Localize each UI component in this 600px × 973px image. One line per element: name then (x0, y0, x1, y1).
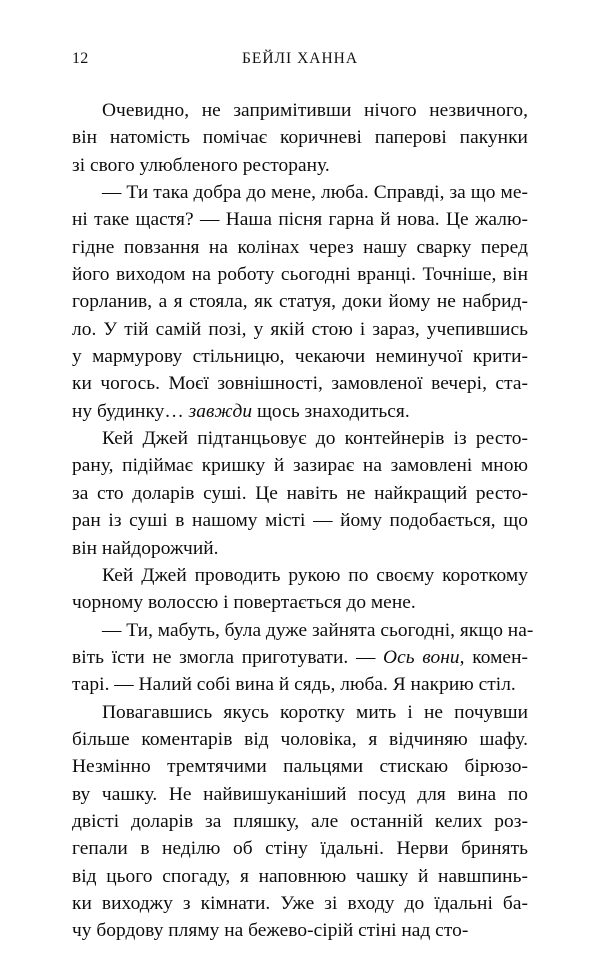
text-line: гідне повзання на колінах через нашу сварку перед (72, 236, 528, 258)
text-line: віть їсти не змогла приготувати. — Ось вони, комен- (72, 646, 528, 668)
text-line: він найдорожчий. (72, 537, 219, 559)
text-line: рану, підіймає кришку й зазирає на замовлені мною (72, 455, 528, 477)
text-line: гепали в неділю об стіну їдальні. Нерви бринять (72, 838, 528, 860)
text-line: Кей Джей проводить рукою по своєму короткому (102, 564, 528, 586)
text-line: двісті доларів за пляшку, але останній келих роз- (72, 810, 528, 832)
text-line: чу бордову пляму на бежево-сірій стіні над сто- (72, 920, 469, 942)
paragraph (72, 699, 528, 945)
text-line: Очевидно, не запримітивши нічого незвичного, (102, 100, 528, 121)
text-line: чорному волоссю і повертається до мене. (72, 592, 416, 614)
paragraph (72, 617, 534, 699)
text-line: у мармурову стільницю, чекаючи неминучої крити- (72, 346, 528, 368)
text-line: горланив, а я стояла, як статуя, доки йому не набрид- (72, 291, 528, 313)
text-line: ву чашку. Не найвишуканіший посуд для вина по (72, 783, 528, 805)
text-line: ран із суші в нашому місті — йому подобається, що (72, 510, 528, 532)
text-line: — Ти, мабуть, була дуже зайнята сьогодні, якщо на- (102, 619, 534, 641)
text-line: від цього спогаду, я наповнюю чашку й навшпинь- (72, 865, 528, 887)
text-line: Незмінно тремтячими пальцями стискаю бірюзо- (72, 756, 528, 778)
text-line: ні таке щастя? — Наша пісня гарна й нова. Це жалю- (72, 209, 528, 231)
paragraph (72, 97, 528, 179)
running-head (72, 48, 528, 70)
paragraph (72, 179, 528, 425)
text-line: ло. У тій самій позі, у якій стою і зараз, учепившись (72, 318, 528, 340)
body-text-block (72, 97, 534, 945)
text-line: Кей Джей підтанцьовує до контейнерів із ресто- (102, 428, 528, 450)
running-head-title: БЕЙЛІ ХАННА (241, 50, 359, 67)
text-line: ки чогось. Моєї зовнішності, замовленої вечері, ста- (72, 373, 528, 395)
page-number: 12 (72, 50, 89, 67)
text-line: тарі. — Налий собі вина й сядь, люба. Я накрию стіл. (72, 674, 516, 696)
text-line: за сто доларів суші. Це навіть не найкращий ресто- (72, 482, 528, 504)
text-line: більше коментарів від чоловіка, я відчиняю шафу. (72, 728, 528, 750)
text-line: він натомість помічає коричневі паперові пакунки (72, 127, 528, 149)
text-line: його виходом на роботу сьогодні вранці. Точніше, він (72, 264, 528, 286)
text-line: ну будинку… завжди щось знаходиться. (72, 400, 410, 422)
text-line: — Ти така добра до мене, люба. Справді, за що ме- (102, 182, 528, 204)
paragraph (72, 562, 528, 617)
text-line: зі свого улюбленого ресторану. (72, 154, 330, 176)
text-line: Повагавшись якусь коротку мить і не почувши (102, 701, 528, 723)
text-line: ки виходжу з кімнати. Уже зі входу до їдальні ба- (72, 892, 528, 914)
paragraph (72, 425, 528, 562)
